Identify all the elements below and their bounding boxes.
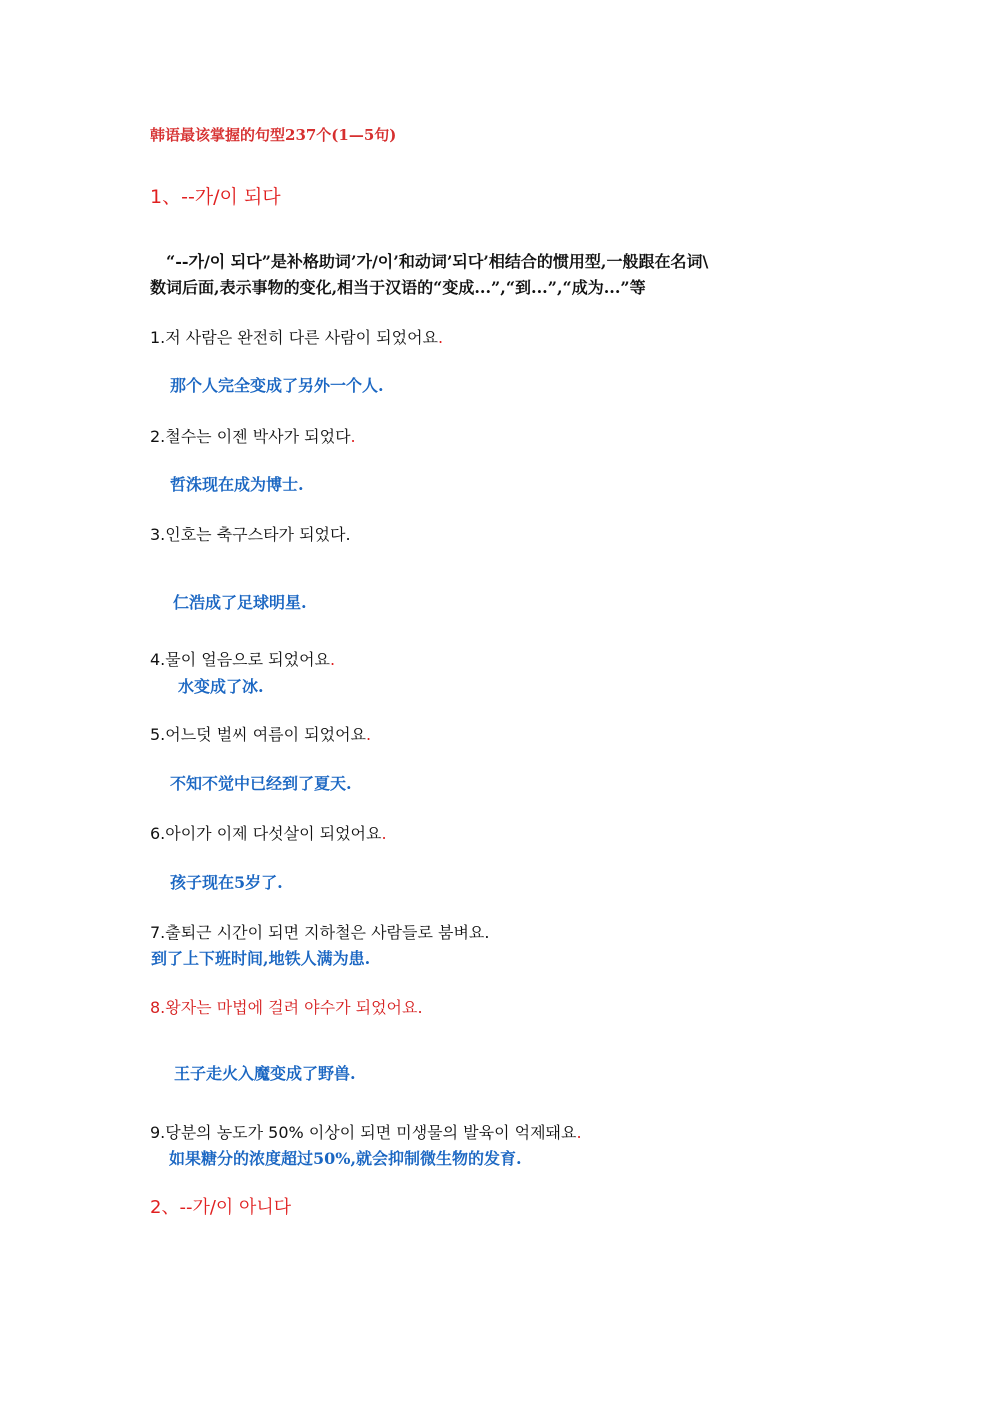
example-chinese-7: 到了上下班时间,地铁人满为患. (151, 949, 371, 968)
example-korean-4: 4.물이 얼음으로 되었어요. (150, 650, 336, 669)
document-title: 韩语最该掌握的句型237个(1—5句) (150, 126, 397, 144)
example-chinese-5: 不知不觉中已经到了夏天. (170, 774, 352, 793)
example-chinese-1: 那个人完全变成了另外一个人. (170, 376, 384, 395)
example-korean-1: 1.저 사람은 완전히 다른 사람이 되었어요. (150, 328, 444, 347)
intro-line-1: “--가/이 되다”是补格助词’가/이’和动词’되다’相结合的惯用型,一般跟在名词\ (166, 252, 709, 271)
example-chinese-2: 哲洙现在成为博士. (170, 475, 304, 494)
example-dot-9: . (576, 1123, 582, 1142)
example-korean-8: 8.왕자는 마법에 걸려 야수가 되었어요. (150, 998, 423, 1017)
example-chinese-6: 孩子现在5岁了. (170, 873, 283, 892)
example-chinese-3: 仁浩成了足球明星. (173, 593, 307, 612)
example-chinese-4: 水变成了冰. (178, 677, 264, 696)
example-dot-4: . (330, 650, 336, 669)
example-chinese-9: 如果糖分的浓度超过50%,就会抑制微生物的发育. (169, 1149, 522, 1168)
example-dot-2: . (350, 427, 356, 446)
example-dot-6: . (381, 824, 387, 843)
example-korean-6: 6.아이가 이제 다섯살이 되었어요. (150, 824, 387, 843)
example-korean-3: 3.인호는 축구스타가 되었다. (150, 525, 351, 544)
section-heading-1: 1、--가/이 되다 (150, 186, 281, 208)
section-heading-2: 2、--가/이 아니다 (150, 1197, 292, 1218)
example-chinese-8: 王子走火入魔变成了野兽. (174, 1064, 356, 1083)
example-dot-5: . (366, 725, 372, 744)
example-korean-5: 5.어느덧 벌씨 여름이 되었어요. (150, 725, 372, 744)
example-korean-9: 9.당분의 농도가 50% 이상이 되면 미생물의 발육이 억제돼요. (150, 1123, 582, 1142)
example-korean-2: 2.철수는 이젠 박사가 되었다. (150, 427, 356, 446)
intro-line-2: 数词后面,表示事物的变化,相当于汉语的“变成...”,“到...”,“成为...”等 (150, 278, 646, 297)
example-dot-1: . (438, 328, 444, 347)
example-korean-7: 7.출퇴근 시간이 되면 지하철은 사람들로 붐벼요. (150, 923, 490, 942)
